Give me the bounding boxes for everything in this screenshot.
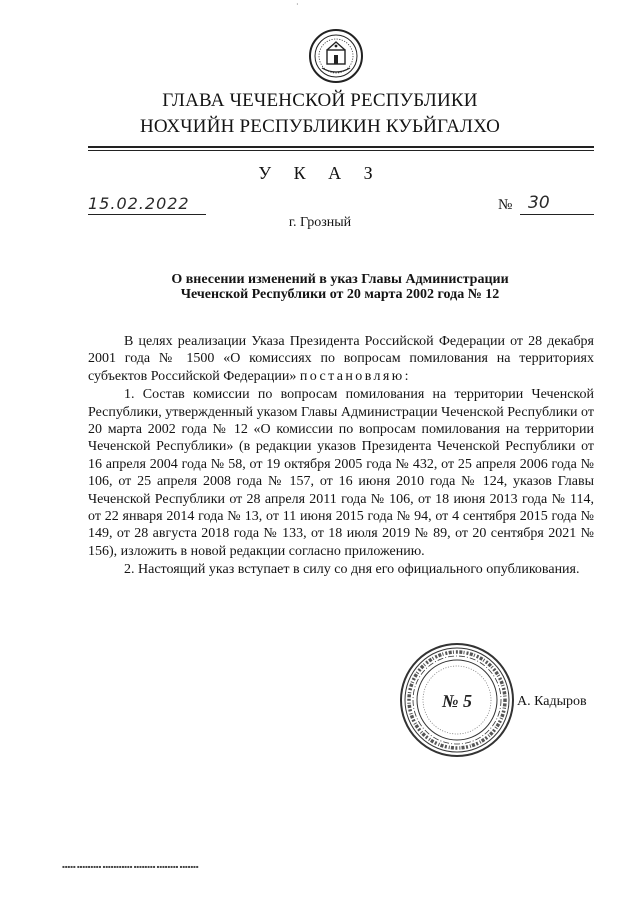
document-title-line-1: О внесении изменений в указ Главы Администрации bbox=[171, 272, 509, 287]
seal-number: № 5 bbox=[442, 691, 472, 711]
clause-1-paragraph: 1. Состав комиссии по вопросам помилования на территории Чеченской Республики, утвержденный указом Главы Администрации Чеченской Республики от 20 марта 2002 года № 12 «О комиссии по вопросам помилования на территории Чеченской Республики» (в редакции указов Президента Чеченской Республики от 16 апреля 2004 года № 58, от 19 октября 2005 года № 432, от 25 апреля 2006 года № 106, от 25 апреля 2008 года № 157, от 16 июня 2010 года № 124, указов Главы Чеченской Республики от 28 апреля 2011 года № 106, от 18 июня 2013 года № 114, от 22 января 2014 года № 13, от 11 июня 2015 года № 94, от 4 сентября 2015 года № 149, от 28 августа 2018 года № 133, от 18 июля 2019 № 89, от 20 сентября 2021 № 156), изложить в новой редакции согласно приложению. bbox=[88, 387, 594, 559]
coat-of-arms-icon bbox=[308, 28, 364, 84]
official-seal-icon bbox=[398, 641, 516, 759]
header-rule-thick bbox=[88, 146, 594, 148]
document-title bbox=[100, 272, 580, 302]
scan-speck: · bbox=[296, 0, 299, 9]
document-title-line-2: Чеченской Республики от 20 марта 2002 года № 12 bbox=[180, 287, 500, 302]
signatory-name: А. Кадыров bbox=[517, 694, 587, 709]
number-label: № bbox=[498, 197, 513, 213]
document-body bbox=[88, 333, 594, 579]
issuer-title-chechen: НОХЧИЙН РЕСПУБЛИКИН КУЬЙГАЛХО bbox=[139, 116, 501, 137]
preamble-paragraph bbox=[88, 333, 594, 385]
document-type: У К А З bbox=[258, 163, 382, 183]
header-rule-thin bbox=[88, 150, 594, 151]
issue-city: г. Грозный bbox=[288, 215, 352, 230]
document-number: 30 bbox=[528, 193, 550, 213]
clause-2-paragraph: 2. Настоящий указ вступает в силу со дня его официального опубликования. bbox=[124, 562, 580, 578]
document-date: 15.02.2022 bbox=[88, 194, 190, 213]
preamble-text: В целях реализации Указа Президента Российской Федерации от 28 декабря 2001 года № 1500 «О комиссиях по вопросам помилования на территориях субъектов Российской Федерации» bbox=[88, 334, 594, 384]
issuer-title-russian: ГЛАВА ЧЕЧЕНСКОЙ РЕСПУБЛИКИ bbox=[162, 90, 478, 111]
footer-scan-code: ▪▪▪▪▪ ▪▪▪▪▪▪▪▪▪ ▪▪▪▪▪▪▪▪▪▪▪ ▪▪▪▪▪▪▪▪ ▪▪▪▪▪▪▪▪ ▪▪▪▪▪▪▪ bbox=[62, 864, 199, 869]
decree-word: постановляю: bbox=[299, 368, 411, 384]
